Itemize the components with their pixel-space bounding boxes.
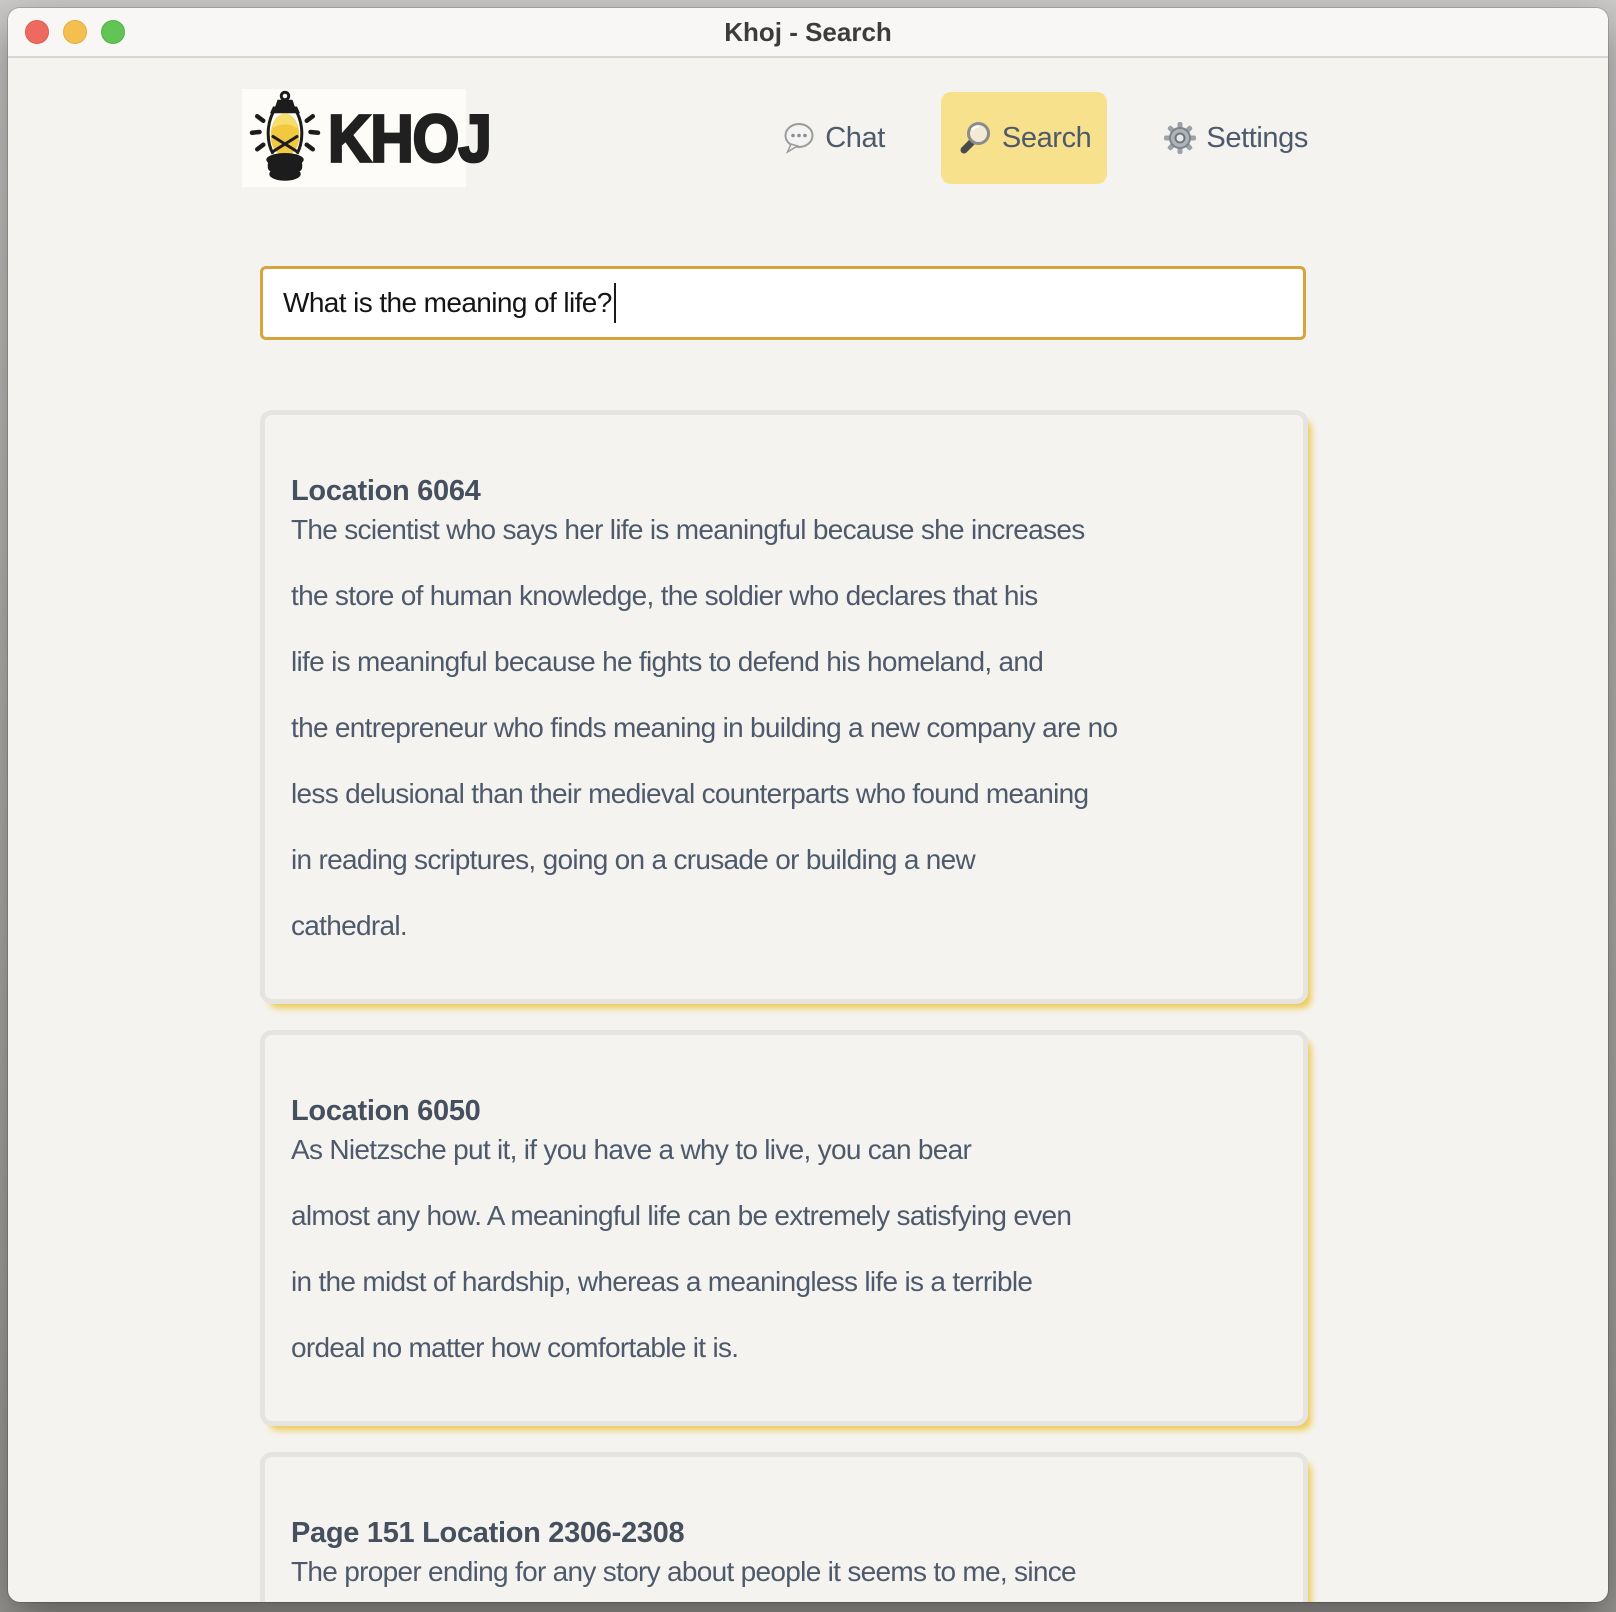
speech-bubble-icon — [782, 122, 816, 155]
result-card — [260, 410, 1308, 1004]
title-bar — [8, 8, 1608, 58]
header-row — [260, 88, 1308, 188]
result-line: As Nietzsche put it, if you have a why to live, you can bear — [291, 1134, 972, 1165]
result-line: life is meaningful because he fights to defend his homeland, and — [291, 646, 1044, 677]
result-line: less delusional than their medieval counterparts who found meaning — [291, 778, 1089, 809]
lantern-icon — [246, 90, 324, 186]
result-line: in the midst of hardship, whereas a meaningless life is a terrible — [291, 1266, 1033, 1297]
nav-search[interactable] — [941, 92, 1108, 184]
magnifier-icon — [957, 120, 993, 156]
nav-chat-label: Chat — [825, 121, 885, 154]
result-location: Location 6064 — [291, 475, 481, 507]
gear-icon — [1163, 121, 1197, 155]
nav-settings[interactable] — [1163, 121, 1308, 155]
result-line: cathedral. — [291, 910, 407, 941]
khoj-logo — [242, 89, 491, 187]
result-line: the store of human knowledge, the soldier who declares that his — [291, 580, 1038, 611]
search-input-value: What is the meaning of life? — [283, 287, 612, 318]
result-line: The scientist who says her life is meaningful because she increases — [291, 514, 1085, 545]
result-line: ordeal no matter how comfortable it is. — [291, 1332, 739, 1363]
result-line: in reading scriptures, going on a crusade or building a new — [291, 844, 976, 875]
text-cursor — [614, 283, 616, 323]
result-line: almost any how. A meaningful life can be extremely satisfying even — [291, 1200, 1072, 1231]
logo-text: KHOJ — [328, 100, 491, 176]
result-location: Location 6050 — [291, 1095, 481, 1127]
nav-chat[interactable] — [782, 122, 885, 155]
search-results — [260, 410, 1308, 1602]
main-content — [260, 88, 1308, 1602]
result-card — [260, 1452, 1308, 1602]
nav-search-label: Search — [1001, 121, 1092, 154]
window-title: Khoj - Search — [724, 16, 892, 47]
nav-settings-label: Settings — [1206, 121, 1308, 154]
app-window — [8, 8, 1608, 1602]
search-input[interactable] — [260, 266, 1306, 340]
result-line: The proper ending for any story about people it seems to me, since — [291, 1556, 1076, 1587]
result-line: the entrepreneur who finds meaning in building a new company are no — [291, 712, 1118, 743]
nav-bar — [782, 92, 1308, 184]
result-location: Page 151 Location 2306-2308 — [291, 1517, 685, 1549]
result-card — [260, 1030, 1308, 1426]
